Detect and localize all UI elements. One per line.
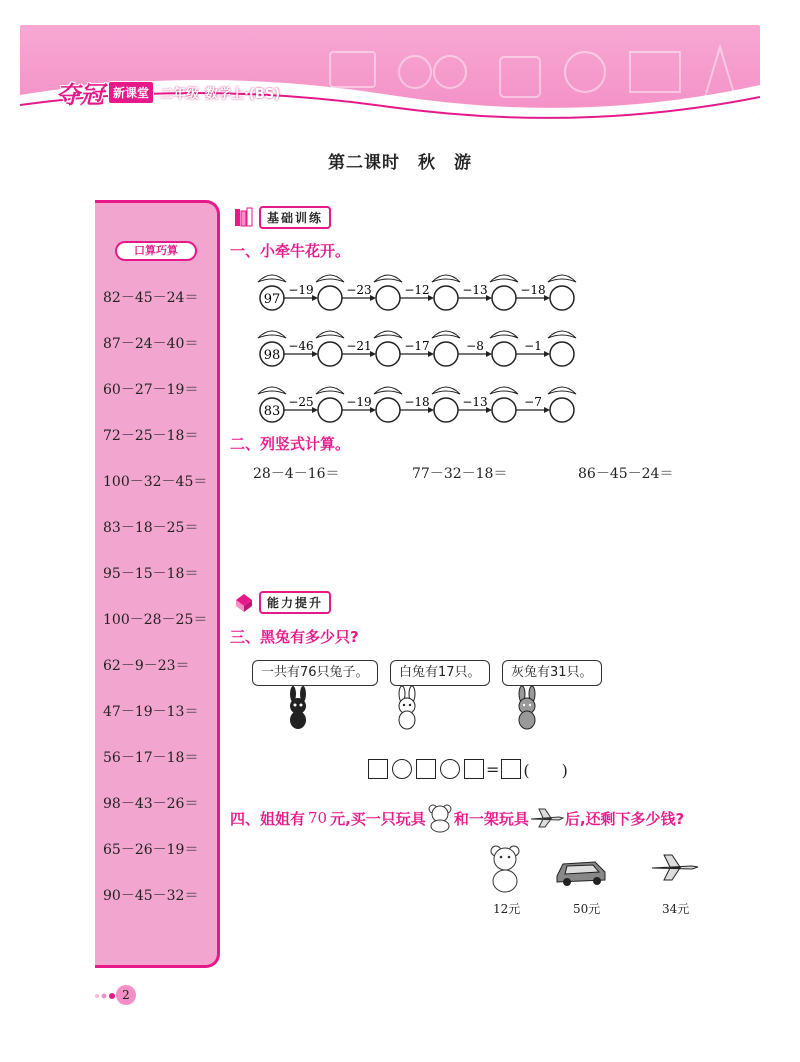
answer-circle[interactable] <box>434 398 458 422</box>
black-rabbit-icon <box>283 686 313 732</box>
flower-petal-icon <box>490 275 518 282</box>
oral-calc-sidebar <box>95 200 220 968</box>
answer-circle[interactable] <box>550 342 574 366</box>
school-supplies-icon <box>320 37 750 107</box>
answer-circle[interactable] <box>434 342 458 366</box>
airplane-icon <box>529 807 565 829</box>
flower-petal-icon <box>490 387 518 394</box>
vertical-calc-1: 28－4－16＝ <box>253 466 340 482</box>
speech-bubble-white: 白兔有17只。 <box>390 660 490 686</box>
operation-label: −18 <box>520 283 546 297</box>
q4-text-b: 元,买一只玩具 <box>330 809 426 828</box>
answer-circle[interactable] <box>434 286 458 310</box>
operation-label: −8 <box>466 339 484 353</box>
gray-rabbit-icon <box>512 686 542 732</box>
teddy-bear-icon <box>426 803 454 833</box>
answer-circle[interactable] <box>318 286 342 310</box>
toy-car-icon <box>553 852 609 890</box>
answer-circle[interactable] <box>550 286 574 310</box>
flower-petal-icon <box>316 331 344 338</box>
operator-circle[interactable] <box>392 759 412 779</box>
flower-petal-icon <box>258 331 286 338</box>
subject-label: 数学上·(BS) <box>205 86 281 102</box>
answer-box[interactable] <box>416 759 436 779</box>
books-icon <box>232 205 256 229</box>
speech-bubble-gray: 灰兔有31只。 <box>502 660 602 686</box>
vertical-calc-2: 77－32－18＝ <box>412 466 508 482</box>
section-basic-label: 基础训练 <box>259 206 331 229</box>
operation-label: −25 <box>288 395 314 409</box>
oral-item: 100－32－45＝ <box>103 474 208 490</box>
flower-petal-icon <box>490 331 518 338</box>
answer-circle[interactable] <box>376 342 400 366</box>
flower-petal-icon <box>432 275 460 282</box>
answer-circle[interactable] <box>318 342 342 366</box>
sidebar-title: 口算巧算 <box>115 241 197 261</box>
q4-text-c: 和一架玩具 <box>453 809 529 828</box>
flower-petal-icon <box>374 387 402 394</box>
answer-box[interactable] <box>464 759 484 779</box>
q4-text-d: 后,还剩下多少钱? <box>564 809 685 828</box>
answer-circle[interactable] <box>492 286 516 310</box>
operation-label: −13 <box>462 283 488 297</box>
operator-circle[interactable] <box>440 759 460 779</box>
flower-petal-icon <box>374 331 402 338</box>
start-number: 83 <box>263 404 281 419</box>
series-logo <box>56 72 280 112</box>
flower-petal-icon <box>316 275 344 282</box>
oral-item: 87－24－40＝ <box>103 336 199 352</box>
oral-item: 82－45－24＝ <box>103 290 199 306</box>
equals-sign: = <box>486 759 500 779</box>
oral-item: 47－19－13＝ <box>103 704 199 720</box>
answer-circle[interactable] <box>376 286 400 310</box>
section-advance-header <box>232 590 331 614</box>
unit-paren: ( ) <box>523 760 568 780</box>
price-airplane: 34元 <box>662 902 690 916</box>
q4-text-a: 四、姐姐有 <box>230 809 306 828</box>
answer-circle[interactable] <box>376 398 400 422</box>
answer-circle[interactable] <box>550 398 574 422</box>
vertical-calc-3: 86－45－24＝ <box>578 466 674 482</box>
page-dots-decoration <box>94 993 116 999</box>
flower-petal-icon <box>316 387 344 394</box>
operation-label: −13 <box>462 395 488 409</box>
flower-petal-icon <box>432 387 460 394</box>
operation-label: −7 <box>524 395 542 409</box>
operation-label: −19 <box>288 283 314 297</box>
question-3-title: 三、黑兔有多少只? <box>230 628 359 646</box>
answer-circle[interactable] <box>492 398 516 422</box>
flower-petal-icon <box>548 387 576 394</box>
flower-chain-1 <box>252 268 592 314</box>
answer-circle[interactable] <box>318 398 342 422</box>
question-4-title <box>230 803 684 833</box>
speech-bubble-total: 一共有76只兔子。 <box>252 660 378 686</box>
start-number: 97 <box>263 292 281 307</box>
operation-label: −1 <box>524 339 542 353</box>
flower-chain-2 <box>252 324 592 370</box>
section-basic-header <box>232 205 331 229</box>
answer-box[interactable] <box>501 759 521 779</box>
flower-petal-icon <box>258 275 286 282</box>
q4-amount: 70 <box>308 809 328 827</box>
oral-item: 83－18－25＝ <box>103 520 199 536</box>
lesson-title: 第二课时 秋 游 <box>328 153 472 173</box>
operation-label: −17 <box>404 339 430 353</box>
operation-label: −21 <box>346 339 372 353</box>
section-advance-label: 能力提升 <box>259 591 331 614</box>
question-2-title: 二、列竖式计算。 <box>230 435 351 453</box>
arrow-head-icon <box>544 351 550 357</box>
arrow-head-icon <box>544 407 550 413</box>
answer-circle[interactable] <box>492 342 516 366</box>
price-car: 50元 <box>573 902 601 916</box>
oral-item: 95－15－18＝ <box>103 566 199 582</box>
flower-petal-icon <box>548 331 576 338</box>
white-rabbit-icon <box>392 686 422 732</box>
operation-label: −12 <box>404 283 430 297</box>
oral-item: 56－17－18＝ <box>103 750 199 766</box>
oral-item: 62－9－23＝ <box>103 658 190 674</box>
operation-label: −23 <box>346 283 372 297</box>
oral-item: 72－25－18＝ <box>103 428 199 444</box>
start-number: 98 <box>263 348 281 363</box>
oral-item: 98－43－26＝ <box>103 796 199 812</box>
page-number: 2 <box>116 985 136 1005</box>
flower-petal-icon <box>432 331 460 338</box>
answer-box[interactable] <box>368 759 388 779</box>
flower-chain-3 <box>252 380 592 426</box>
oral-item: 100－28－25＝ <box>103 612 208 628</box>
oral-item: 90－45－32＝ <box>103 888 199 904</box>
answer-equation <box>368 757 570 781</box>
price-teddy: 12元 <box>493 902 521 916</box>
flower-petal-icon <box>374 275 402 282</box>
gift-icon <box>232 590 256 614</box>
logo-main: 夺冠 <box>56 80 104 109</box>
operation-label: −18 <box>404 395 430 409</box>
flower-petal-icon <box>258 387 286 394</box>
question-1-title: 一、小牵牛花开。 <box>230 242 351 260</box>
teddy-bear-toy-icon <box>487 843 523 893</box>
grade-label: 二年级 <box>160 86 200 102</box>
logo-box: 新课堂 <box>108 81 154 104</box>
oral-item: 60－27－19＝ <box>103 382 199 398</box>
operation-label: −19 <box>346 395 372 409</box>
arrow-head-icon <box>486 351 492 357</box>
oral-item: 65－26－19＝ <box>103 842 199 858</box>
toy-airplane-icon <box>650 852 700 882</box>
operation-label: −46 <box>288 339 314 353</box>
flower-petal-icon <box>548 275 576 282</box>
